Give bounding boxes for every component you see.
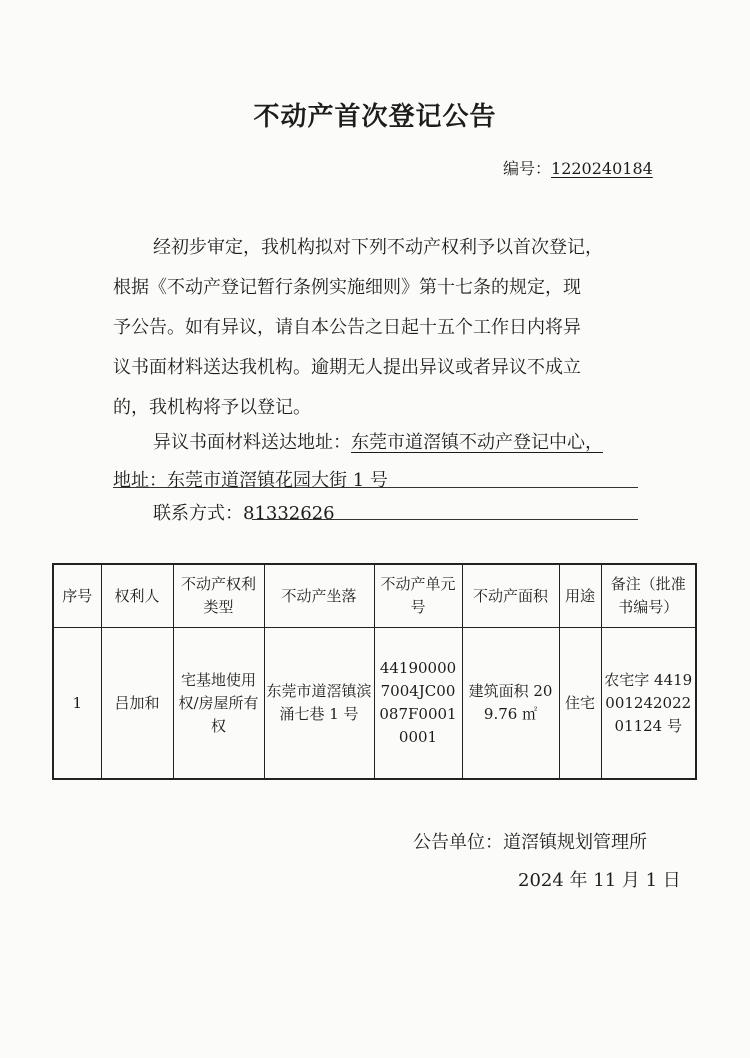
cell-remark: 农宅字 441900124202201124 号 (601, 628, 696, 780)
contact-label: 联系方式： (153, 503, 243, 524)
address-value: 东莞市道滘镇花园大街 1 号 (167, 470, 388, 491)
issuer-label: 公告单位： (413, 832, 503, 853)
header-holder: 权利人 (101, 564, 173, 628)
number-value: 1220240184 (551, 159, 653, 178)
contact-line (153, 499, 683, 525)
number-label: 编号： (503, 159, 552, 178)
cell-location: 东莞市道滘镇滨涌七巷 1 号 (264, 628, 374, 780)
issuer (413, 828, 647, 854)
delivery-value: 东莞市道滘镇不动产登记中心， (351, 432, 603, 453)
issuer-value: 道滘镇规划管理所 (503, 832, 647, 853)
registration-table (52, 563, 697, 780)
header-type: 不动产权利类型 (173, 564, 264, 628)
header-remark: 备注（批准书编号） (601, 564, 696, 628)
cell-unit-no: 441900007004JC00087F00010001 (374, 628, 462, 780)
address-underline (113, 487, 638, 488)
cell-seq: 1 (53, 628, 101, 780)
cell-holder: 吕加和 (101, 628, 173, 780)
header-seq: 序号 (53, 564, 101, 628)
delivery-label: 异议书面材料送达地址： (153, 432, 351, 453)
page-title: 不动产首次登记公告 (253, 102, 497, 132)
delivery-line (153, 428, 683, 454)
body-line-1: 经初步审定，我机构拟对下列不动产权利予以首次登记， (153, 237, 603, 258)
contact-value: 81332626 (243, 503, 335, 524)
address-label: 地址： (113, 470, 167, 491)
contact-underline (252, 519, 638, 520)
cell-type: 宅基地使用权/房屋所有权 (173, 628, 264, 780)
body-line-2: 根据《不动产登记暂行条例实施细则》第十七条的规定，现 (113, 277, 581, 298)
table-row (53, 628, 696, 780)
address-line (113, 466, 643, 492)
header-location: 不动产坐落 (264, 564, 374, 628)
body-line-3: 予公告。如有异议，请自本公告之日起十五个工作日内将异 (113, 317, 581, 338)
header-use: 用途 (559, 564, 601, 628)
table-header-row (53, 564, 696, 628)
document-number (503, 156, 653, 179)
cell-use: 住宅 (559, 628, 601, 780)
body-line-5: 的，我机构将予以登记。 (113, 397, 311, 418)
cell-area: 建筑面积 209.76 ㎡ (462, 628, 559, 780)
header-unit-no: 不动产单元号 (374, 564, 462, 628)
issue-date: 2024 年 11 月 1 日 (518, 870, 681, 891)
header-area: 不动产面积 (462, 564, 559, 628)
body-line-4: 议书面材料送达我机构。逾期无人提出异议或者异议不成立 (113, 357, 581, 378)
